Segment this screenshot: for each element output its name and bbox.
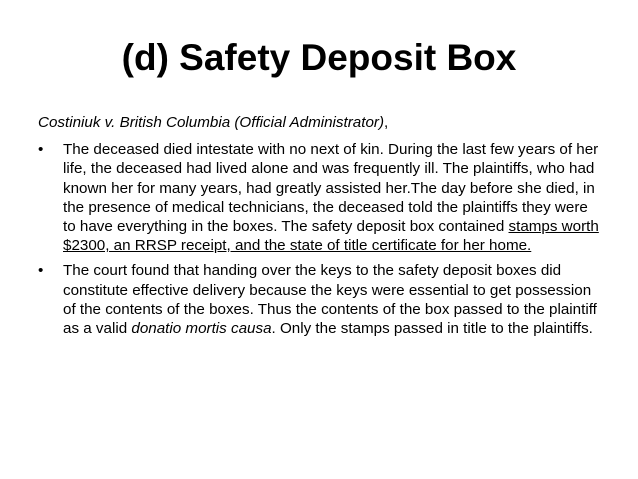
bullet-text — [63, 262, 597, 337]
bullet-text-before: The deceased died intestate with no next of kin. During the last few years of her life, the deceased had lived alone and was frequently ill. The plaintiffs, who had known her for many years, had greatly assisted her.The day before she died, in the presence of medical technicians, the deceased told the plaintiffs they were to have everything in the boxes. The safety deposit box contained — [63, 141, 599, 236]
bullet-text — [63, 141, 599, 254]
bullet-item-holding — [38, 261, 603, 338]
slide-content — [38, 113, 603, 344]
case-name: Costiniuk v. British Columbia (Official Administrator) — [38, 114, 385, 131]
case-suffix: , — [384, 114, 389, 131]
bullet-marker: • — [38, 141, 44, 159]
bullet-item-facts — [38, 140, 603, 255]
case-citation — [38, 113, 603, 132]
bullet-italic-text: donatio mortis causa — [131, 320, 272, 338]
bullet-text-after: . Only the stamps passed in title to the plaintiffs. — [271, 320, 593, 338]
bullet-underlined-text: stamps worth $2300, an RRSP receipt, and the state of title certificate for her home. — [63, 218, 599, 255]
bullet-marker: • — [38, 262, 44, 280]
slide-title: (d) Safety Deposit Box — [121, 37, 517, 78]
bullet-text-before: The court found that handing over the keys to the safety deposit boxes did constitute effective delivery because the keys were essential to get possession of the contents of the boxes. Thus the contents of the box passed to the plaintiff as a valid — [63, 262, 597, 338]
